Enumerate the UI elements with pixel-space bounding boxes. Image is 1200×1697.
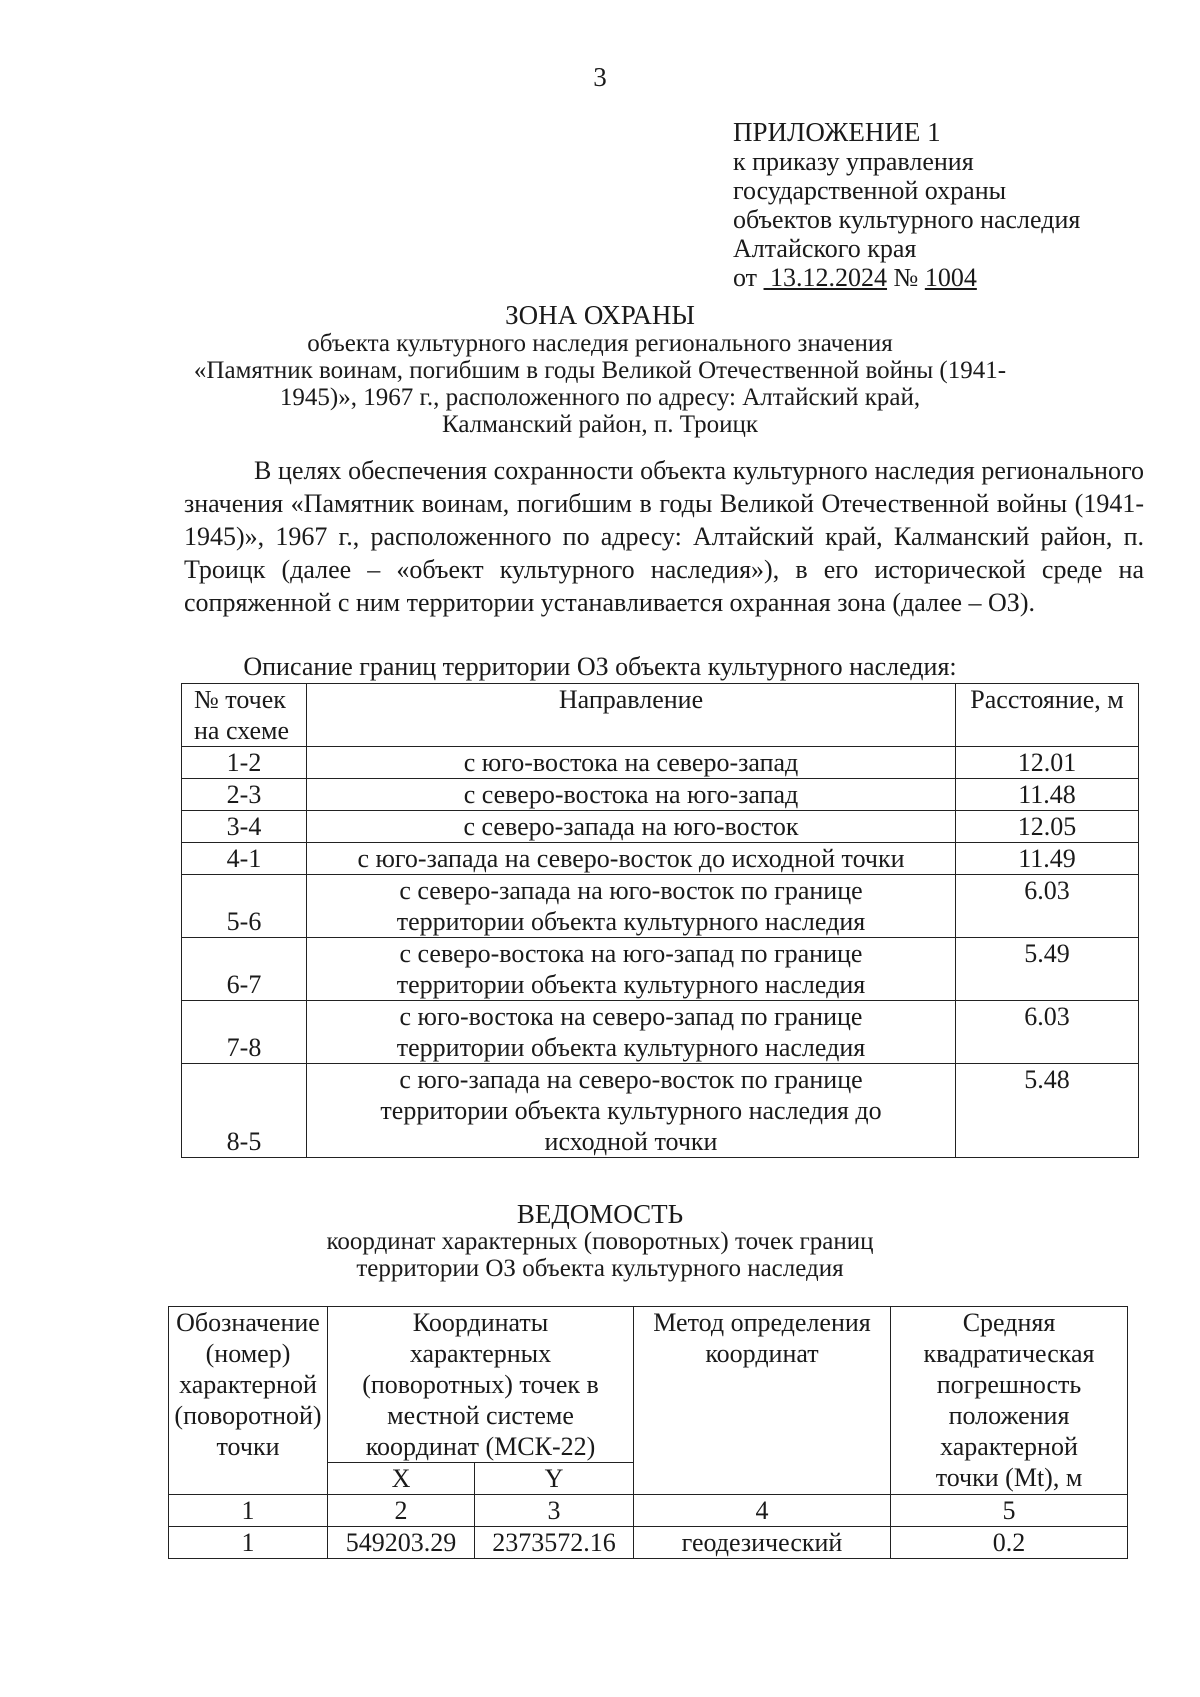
- coords-heading: ВЕДОМОСТЬ: [516, 1199, 684, 1229]
- order-date: 13.12.2024: [770, 263, 888, 292]
- header-coordinates: Координаты характерных (поворотных) точек в местной системе координат (МСК-22): [328, 1307, 634, 1463]
- number-sign: №: [893, 263, 919, 292]
- table-row: 2-3 с северо-востока на юго-запад 11.48: [182, 779, 1139, 811]
- zone-subtitle-line: объекта культурного наследия регионального значения: [307, 330, 893, 357]
- coords-subtitle-line: координат характерных (поворотных) точек границ: [326, 1228, 874, 1255]
- table-row: 7-8 с юго-востока на северо-запад по границе территории объекта культурного наследия 6.03: [182, 1001, 1139, 1064]
- header-error: Средняя квадратическая погрешность положения характерной точки (Mt), м: [891, 1307, 1128, 1495]
- appendix-heading: ПРИЛОЖЕНИЕ 1: [733, 117, 941, 147]
- table-row: 5-6 с северо-запада на юго-восток по границе территории объекта культурного наследия 6.03: [182, 875, 1139, 938]
- table-row: 3-4 с северо-запада на юго-восток 12.05: [182, 811, 1139, 843]
- appendix-line: объектов культурного наследия: [733, 205, 1081, 234]
- coords-subtitle-line: территории ОЗ объекта культурного наследия: [356, 1255, 844, 1282]
- header-points: № точек на схеме: [182, 684, 307, 747]
- table-row: 6-7 с северо-востока на юго-запад по границе территории объекта культурного наследия 5.49: [182, 938, 1139, 1001]
- appendix-date-line: [733, 263, 1080, 292]
- intro-paragraph: В целях обеспечения сохранности объекта культурного наследия регионального значения «Памятник воинам, погибшим в годы Великой Отечественной войны (1941-1945)», 1967 г., расположенного по адресу: Алтайский край, Калманский район, п. Троицк (далее – «объект культурного наследия»), в его исторической среде на сопряженной с ним территории устанавливается охранная зона (далее – ОЗ).: [184, 456, 1144, 617]
- table-row: 1-2 с юго-востока на северо-запад 12.01: [182, 747, 1139, 779]
- coords-title: [0, 1200, 1200, 1282]
- boundary-table: [181, 683, 1139, 1158]
- zone-title: [150, 300, 1050, 438]
- table-header-row: [182, 684, 1139, 747]
- header-distance: Расстояние, м: [956, 684, 1139, 747]
- appendix-line: государственной охраны: [733, 176, 1007, 205]
- header-method: Метод определения координат: [634, 1307, 891, 1495]
- date-prefix: от: [733, 263, 758, 292]
- zone-subtitle-line: 1945)», 1967 г., расположенного по адресу: Алтайский край,: [279, 384, 921, 411]
- header-direction: Направление: [307, 684, 956, 747]
- column-number-row: 1 2 3 4 5: [169, 1495, 1128, 1527]
- zone-heading: ЗОНА ОХРАНЫ: [505, 300, 695, 330]
- table-row: 8-5 с юго-запада на северо-восток по границе территории объекта культурного наследия до исходной точки 5.48: [182, 1064, 1139, 1158]
- header-y: Y: [475, 1463, 634, 1495]
- order-number: 1004: [924, 263, 977, 292]
- table-row: 4-1 с юго-запада на северо-восток до исходной точки 11.49: [182, 843, 1139, 875]
- boundary-table-caption: Описание границ территории ОЗ объекта культурного наследия:: [243, 652, 957, 681]
- zone-subtitle-line: Калманский район, п. Троицк: [442, 411, 758, 438]
- table-header-row: [169, 1307, 1128, 1463]
- appendix-line: Алтайского края: [733, 234, 917, 263]
- zone-subtitle-line: «Памятник воинам, погибшим в годы Великой Отечественной войны (1941-: [193, 357, 1007, 384]
- header-x: X: [328, 1463, 475, 1495]
- table-row: 1 549203.29 2373572.16 геодезический 0.2: [169, 1527, 1128, 1559]
- header-designation: Обозначение (номер) характерной (поворотной) точки: [169, 1307, 328, 1495]
- page-number: 3: [593, 62, 607, 92]
- appendix-block: [733, 118, 1080, 292]
- appendix-line: к приказу управления: [733, 147, 974, 176]
- coordinates-table: [168, 1306, 1128, 1559]
